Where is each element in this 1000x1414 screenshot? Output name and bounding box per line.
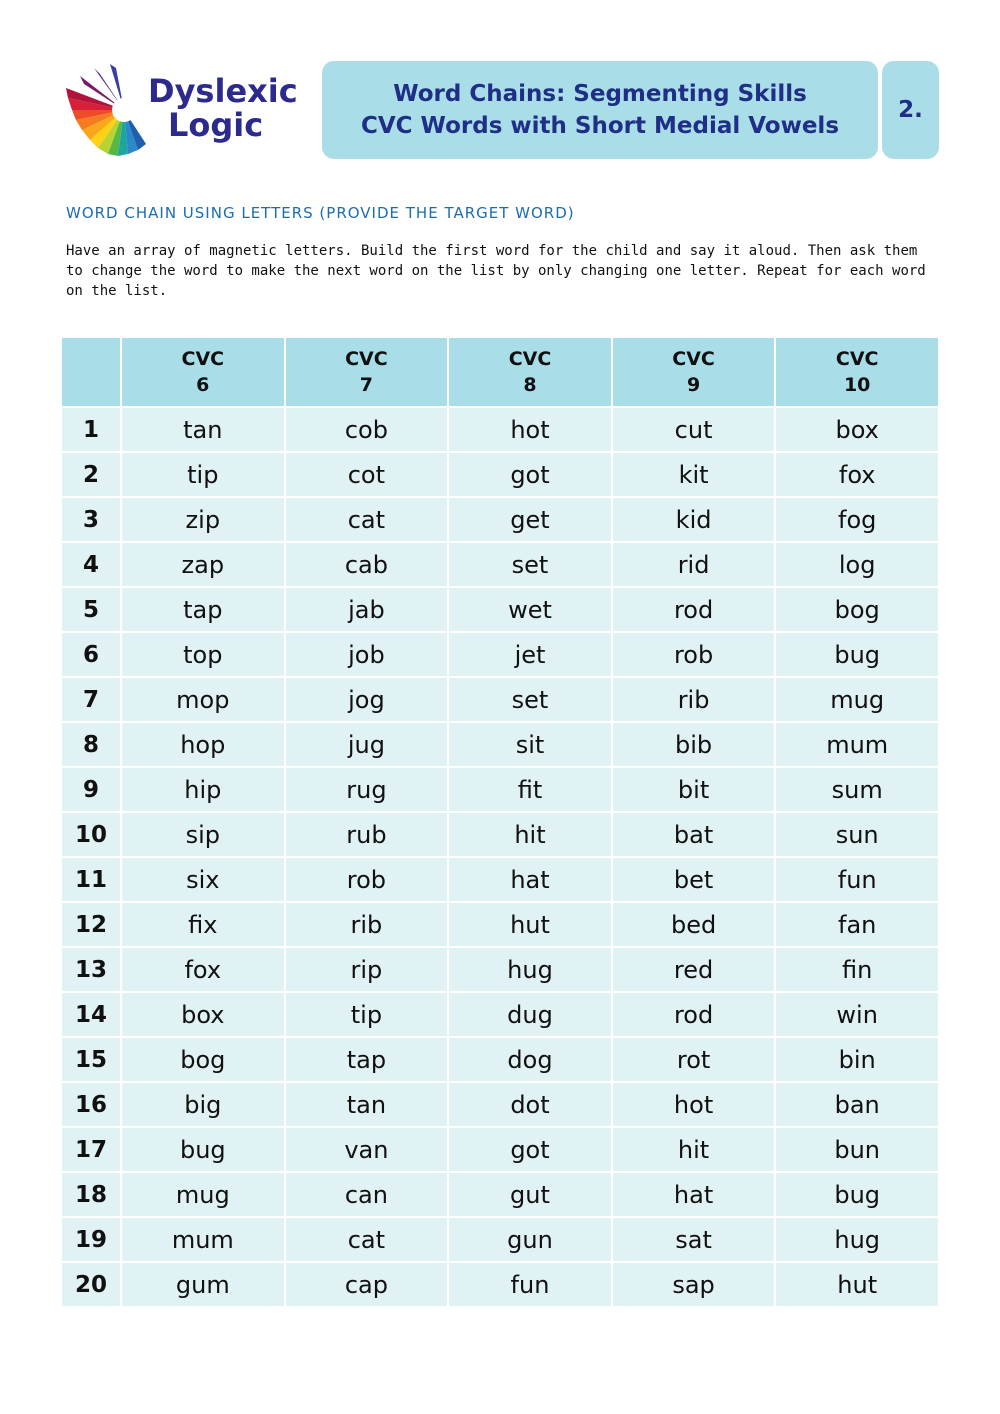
word-cell: rob xyxy=(612,632,776,677)
word-cell: van xyxy=(285,1127,449,1172)
word-cell: cap xyxy=(285,1262,449,1307)
word-cell: gun xyxy=(448,1217,612,1262)
word-cell: fan xyxy=(775,902,939,947)
word-cell: sit xyxy=(448,722,612,767)
word-cell: six xyxy=(121,857,285,902)
word-cell: box xyxy=(121,992,285,1037)
word-cell: jab xyxy=(285,587,449,632)
word-cell: tap xyxy=(121,587,285,632)
logo-line1: Dyslexic xyxy=(148,72,298,110)
column-header xyxy=(285,337,449,407)
table-row xyxy=(61,632,939,677)
word-cell: wet xyxy=(448,587,612,632)
word-cell: get xyxy=(448,497,612,542)
word-cell: bet xyxy=(612,857,776,902)
row-number: 13 xyxy=(61,947,121,992)
title-line1: Word Chains: Segmenting Skills xyxy=(393,81,807,107)
word-cell: win xyxy=(775,992,939,1037)
word-cell: fox xyxy=(121,947,285,992)
table-row xyxy=(61,902,939,947)
table-row xyxy=(61,677,939,722)
column-header xyxy=(121,337,285,407)
table-row xyxy=(61,722,939,767)
word-cell: can xyxy=(285,1172,449,1217)
table-row xyxy=(61,1037,939,1082)
word-cell: cat xyxy=(285,1217,449,1262)
table-row xyxy=(61,1217,939,1262)
word-cell: bug xyxy=(775,1172,939,1217)
word-cell: fun xyxy=(448,1262,612,1307)
row-number: 12 xyxy=(61,902,121,947)
row-number: 17 xyxy=(61,1127,121,1172)
word-cell: hip xyxy=(121,767,285,812)
word-cell: gut xyxy=(448,1172,612,1217)
word-cell: hot xyxy=(448,407,612,452)
row-number: 10 xyxy=(61,812,121,857)
table-row xyxy=(61,1127,939,1172)
word-cell: gum xyxy=(121,1262,285,1307)
word-cell: bog xyxy=(121,1037,285,1082)
row-number: 4 xyxy=(61,542,121,587)
word-cell: hug xyxy=(448,947,612,992)
word-cell: hut xyxy=(448,902,612,947)
word-cell: rot xyxy=(612,1037,776,1082)
word-cell: fix xyxy=(121,902,285,947)
word-cell: hit xyxy=(448,812,612,857)
column-label: CVC xyxy=(672,348,715,370)
word-cell: set xyxy=(448,677,612,722)
row-number: 5 xyxy=(61,587,121,632)
word-cell: big xyxy=(121,1082,285,1127)
word-cell: tan xyxy=(121,407,285,452)
column-number: 7 xyxy=(359,374,373,396)
row-number: 19 xyxy=(61,1217,121,1262)
word-cell: sat xyxy=(612,1217,776,1262)
word-cell: jet xyxy=(448,632,612,677)
column-label: CVC xyxy=(835,348,879,370)
word-cell: top xyxy=(121,632,285,677)
word-cell: bog xyxy=(775,587,939,632)
table-row xyxy=(61,497,939,542)
column-number: 6 xyxy=(196,374,210,396)
word-cell: box xyxy=(775,407,939,452)
word-cell: cob xyxy=(285,407,449,452)
instructions-text: Have an array of magnetic letters. Build the first word for the child and say it aloud. Then ask them to change the word to make the next word on the list by only changing one letter. Repeat for each word on the list. xyxy=(66,243,926,299)
row-number: 11 xyxy=(61,857,121,902)
word-cell: ban xyxy=(775,1082,939,1127)
word-cell: rod xyxy=(612,992,776,1037)
word-cell: cut xyxy=(612,407,776,452)
column-header xyxy=(448,337,612,407)
table-row xyxy=(61,812,939,857)
word-cell: log xyxy=(775,542,939,587)
column-number: 9 xyxy=(686,374,701,396)
row-number: 2 xyxy=(61,452,121,497)
table-row xyxy=(61,1262,939,1307)
row-number: 15 xyxy=(61,1037,121,1082)
table-row xyxy=(61,992,939,1037)
word-cell: bat xyxy=(612,812,776,857)
row-number: 18 xyxy=(61,1172,121,1217)
word-cell: kid xyxy=(612,497,776,542)
word-cell: bug xyxy=(121,1127,285,1172)
word-cell: rug xyxy=(285,767,449,812)
table-row xyxy=(61,767,939,812)
word-cell: tip xyxy=(285,992,449,1037)
word-cell: fit xyxy=(448,767,612,812)
word-cell: rub xyxy=(285,812,449,857)
table-row xyxy=(61,947,939,992)
table-row xyxy=(61,407,939,452)
word-cell: dog xyxy=(448,1037,612,1082)
column-label: CVC xyxy=(508,348,552,370)
column-label: CVC xyxy=(345,348,388,370)
row-number: 16 xyxy=(61,1082,121,1127)
word-cell: jug xyxy=(285,722,449,767)
word-cell: mum xyxy=(121,1217,285,1262)
word-cell: dug xyxy=(448,992,612,1037)
table-row xyxy=(61,542,939,587)
word-cell: hat xyxy=(448,857,612,902)
word-cell: dot xyxy=(448,1082,612,1127)
word-cell: fog xyxy=(775,497,939,542)
word-cell: tan xyxy=(285,1082,449,1127)
word-cell: jog xyxy=(285,677,449,722)
column-number: 10 xyxy=(843,374,871,396)
word-cell: tip xyxy=(121,452,285,497)
word-cell: bin xyxy=(775,1037,939,1082)
word-cell: bun xyxy=(775,1127,939,1172)
word-cell: fun xyxy=(775,857,939,902)
word-cell: bit xyxy=(612,767,776,812)
logo-wordmark xyxy=(148,74,298,142)
word-cell: hut xyxy=(775,1262,939,1307)
title-line2: CVC Words with Short Medial Vowels xyxy=(360,113,840,139)
word-cell: tap xyxy=(285,1037,449,1082)
table-row xyxy=(61,587,939,632)
column-header xyxy=(775,337,939,407)
row-number: 7 xyxy=(61,677,121,722)
word-cell: got xyxy=(448,452,612,497)
word-cell: rob xyxy=(285,857,449,902)
page-number-badge xyxy=(882,61,939,159)
word-cell: rod xyxy=(612,587,776,632)
word-cell: rib xyxy=(285,902,449,947)
table-header-row xyxy=(61,337,939,407)
row-number: 14 xyxy=(61,992,121,1037)
column-number: 8 xyxy=(523,374,537,396)
page-number: 2. xyxy=(898,97,923,123)
word-cell: hug xyxy=(775,1217,939,1262)
word-cell: fox xyxy=(775,452,939,497)
row-number: 3 xyxy=(61,497,121,542)
word-cell: set xyxy=(448,542,612,587)
word-cell: hit xyxy=(612,1127,776,1172)
word-cell: bib xyxy=(612,722,776,767)
dyslexic-logic-logo xyxy=(62,60,312,156)
word-cell: sum xyxy=(775,767,939,812)
word-cell: cab xyxy=(285,542,449,587)
section-heading: WORD CHAIN USING LETTERS (PROVIDE THE TARGET WORD) xyxy=(66,204,575,222)
word-cell: kit xyxy=(612,452,776,497)
word-cell: sun xyxy=(775,812,939,857)
header-corner-cell xyxy=(61,337,121,407)
row-number: 6 xyxy=(61,632,121,677)
row-number: 9 xyxy=(61,767,121,812)
word-chain-table xyxy=(60,336,940,1308)
logo-line2: Logic xyxy=(168,106,264,144)
word-cell: rip xyxy=(285,947,449,992)
word-cell: mum xyxy=(775,722,939,767)
row-number: 8 xyxy=(61,722,121,767)
column-label: CVC xyxy=(181,348,225,370)
word-cell: fin xyxy=(775,947,939,992)
word-cell: job xyxy=(285,632,449,677)
table-row xyxy=(61,857,939,902)
title-banner xyxy=(322,61,878,159)
table-row xyxy=(61,1172,939,1217)
word-cell: red xyxy=(612,947,776,992)
word-cell: mug xyxy=(775,677,939,722)
word-cell: got xyxy=(448,1127,612,1172)
word-cell: cat xyxy=(285,497,449,542)
table-row xyxy=(61,452,939,497)
word-cell: zap xyxy=(121,542,285,587)
word-cell: rib xyxy=(612,677,776,722)
word-cell: sip xyxy=(121,812,285,857)
word-cell: rid xyxy=(612,542,776,587)
row-number: 20 xyxy=(61,1262,121,1307)
word-cell: hot xyxy=(612,1082,776,1127)
word-cell: hat xyxy=(612,1172,776,1217)
word-cell: bed xyxy=(612,902,776,947)
column-header xyxy=(612,337,776,407)
word-cell: hop xyxy=(121,722,285,767)
word-cell: sap xyxy=(612,1262,776,1307)
word-cell: mug xyxy=(121,1172,285,1217)
row-number: 1 xyxy=(61,407,121,452)
word-cell: cot xyxy=(285,452,449,497)
word-cell: mop xyxy=(121,677,285,722)
table-row xyxy=(61,1082,939,1127)
word-cell: bug xyxy=(775,632,939,677)
word-cell: zip xyxy=(121,497,285,542)
